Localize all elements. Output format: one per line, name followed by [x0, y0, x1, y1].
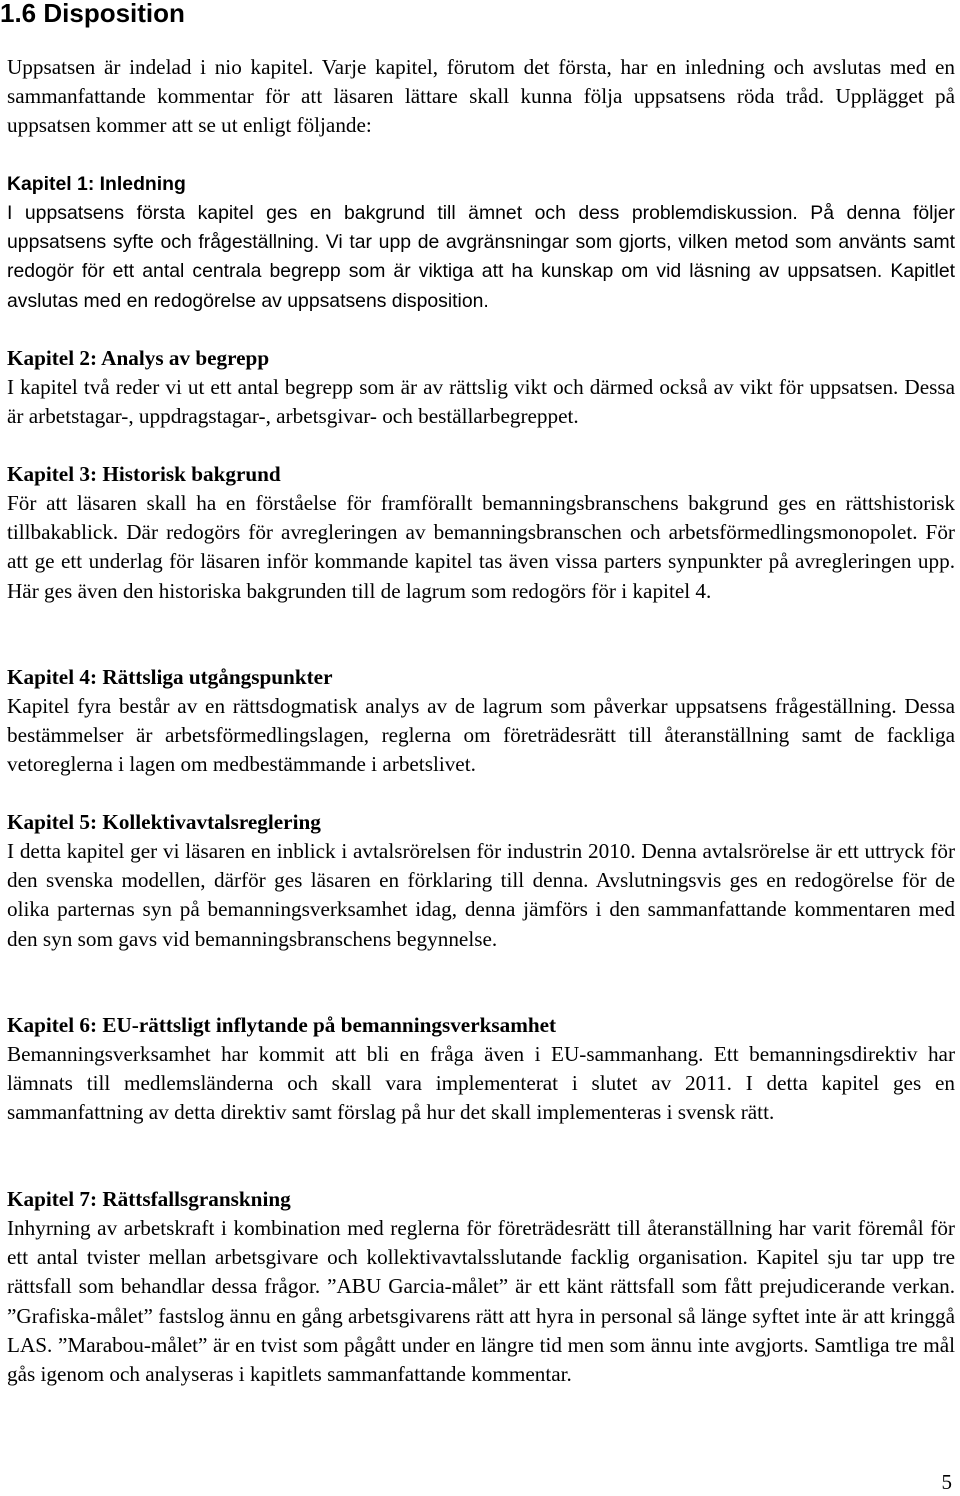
chapter-7-title: Kapitel 7: Rättsfallsgranskning — [7, 1187, 291, 1211]
chapter-7-text: Inhyrning av arbetskraft i kombination med reglerna för företrädesrätt till återanställning har varit föremål för ett antal tvister mellan arbetsgivare och kollektivavtalsslutande facklig organisation. Kapitel sju tar upp tre rättsfall som behandlar dessa frågor. ”ABU Garcia-målet” är ett känt rättsfall som fått prejudicerande verkan. ”Grafiska-målet” fastslog ännu en gång arbetsgivarens rätt att hyra in personal så länge syftet inte är att kringgå LAS. ”Marabou-målet” är en tvist som pågått under en längre tid men som ännu inte avgjorts. Samtliga tre mål gås igenom och analyseras i kapitlets sammanfattande kommentar. — [7, 1216, 955, 1387]
chapter-3-title: Kapitel 3: Historisk bakgrund — [7, 462, 281, 486]
chapter-4-text: Kapitel fyra består av en rättsdogmatisk analys av de lagrum som påverkar uppsatsens frågeställning. Dessa bestämmelser är arbetsförmedlingslagen, reglerna om företrädesrätt till återanställning samt de fackliga vetoreglerna i lagen om medbestämmande i arbetslivet. — [7, 694, 955, 777]
chapter-3-text: För att läsaren skall ha en förståelse för framförallt bemanningsbranschens bakgrund ges en rättshistorisk tillbakablick. Där redogörs för avregleringen av bemanningsbranschen och arbetsförmedlingsmonopolet. För att ge ett underlag för läsaren inför kommande kapitel tas även vissa parters synpunkter på avregleringen upp. Här ges även den historiska bakgrunden till de lagrum som redogörs för i kapitel 4. — [7, 491, 955, 603]
intro-paragraph: Uppsatsen är indelad i nio kapitel. Varje kapitel, förutom det första, har en inledning och avslutas med en sammanfattande kommentar för att läsaren lättare skall kunna följa uppsatsens röda tråd. Upplägget på uppsatsen kommer att se ut enligt följande: — [7, 55, 955, 138]
chapter-6-title: Kapitel 6: EU-rättsligt inflytande på bemanningsverksamhet — [7, 1013, 557, 1037]
chapter-6-text: Bemanningsverksamhet har kommit att bli en fråga även i EU-sammanhang. Ett bemanningsdirektiv har lämnats till medlemsländerna och skall vara implementerat i slutet av 2011. I detta kapitel ges en sammanfattning av detta direktiv samt förslag på hur det skall implementeras i svensk rätt. — [7, 1042, 955, 1125]
page-number: 5 — [941, 1470, 952, 1494]
section-heading: 1.6 Disposition — [0, 0, 185, 28]
chapter-4-title: Kapitel 4: Rättsliga utgångspunkter — [7, 665, 333, 689]
chapter-1-title: Kapitel 1: Inledning — [7, 173, 186, 195]
chapter-5-text: I detta kapitel ger vi läsaren en inblick i avtalsrörelsen för industrin 2010. Denna avtalsrörelse är ett uttryck för den svenska modellen, därför ges läsaren en förklaring till denna. Avslutningsvis ges en redogörelse för de olika parternas syn på bemanningsverksamhet idag, denna jämförs i den sammanfattande kommentaren med den syn som gavs vid bemanningsbranschens begynnelse. — [7, 839, 955, 951]
chapter-1-text: I uppsatsens första kapitel ges en bakgrund till ämnet och dess problemdiskussion. På denna följer uppsatsens syfte och frågeställning. Vi tar upp de avgränsningar som gjorts, vilken metod som använts samt redogör för ett antal centrala begrepp som är viktiga att ha kunskap om vid läsning av uppsatsen. Kapitlet avslutas med en redogörelse av uppsatsens disposition. — [7, 202, 955, 312]
chapter-2-text: I kapitel två reder vi ut ett antal begrepp som är av rättslig vikt och därmed också av vikt för uppsatsen. Dessa är arbetstagar-, uppdragstagar-, arbetsgivar- och beställarbegreppet. — [7, 375, 955, 429]
chapter-2-title: Kapitel 2: Analys av begrepp — [7, 346, 270, 370]
chapter-5-title: Kapitel 5: Kollektivavtalsreglering — [7, 810, 321, 834]
